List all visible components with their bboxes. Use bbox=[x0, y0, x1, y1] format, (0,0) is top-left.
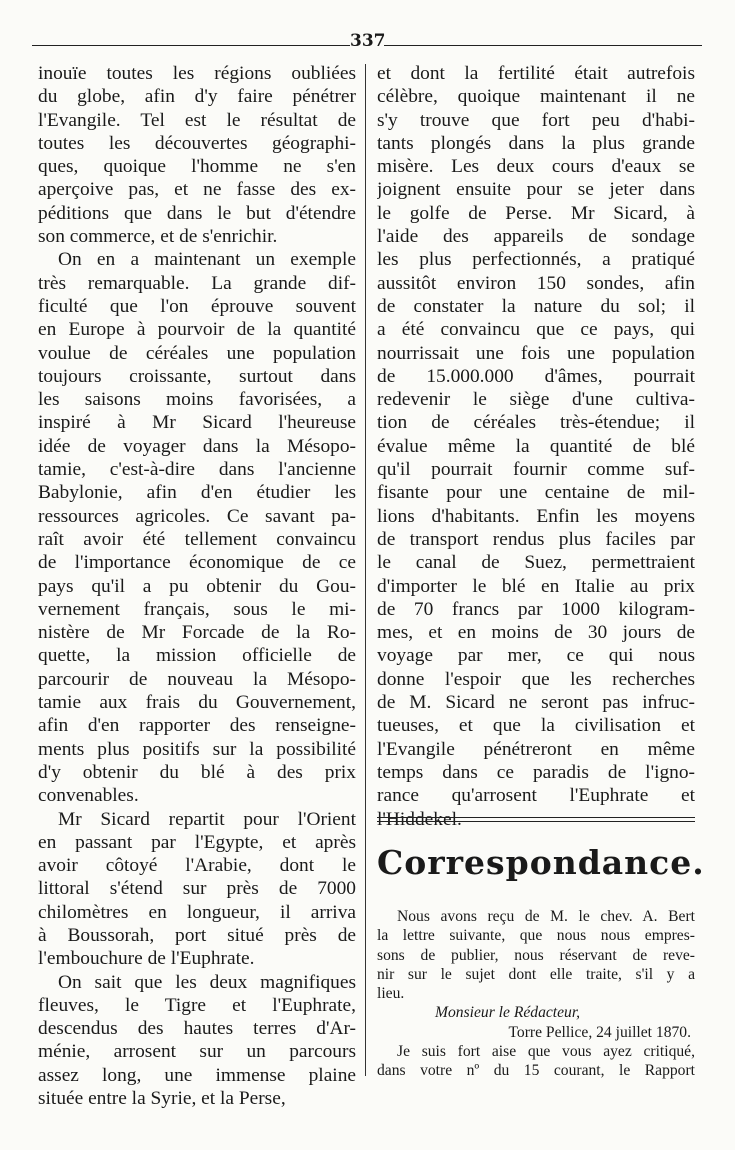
letter-line: lieu. bbox=[377, 985, 405, 1003]
text-line: d'y obtenir du blé à des prix bbox=[38, 761, 356, 783]
text-line: fleuves, le Tigre et l'Euphrate, bbox=[38, 994, 356, 1016]
text-line: très remarquable. La grande dif- bbox=[38, 272, 356, 294]
text-line: péditions que dans le but d'étendre bbox=[38, 202, 356, 224]
text-line: voyage par mer, ce qui nous bbox=[377, 645, 695, 667]
letter-salutation: Monsieur le Rédacteur, bbox=[435, 1004, 581, 1022]
text-line: et dont la fertilité était autrefois bbox=[377, 63, 695, 84]
text-line: tamie, c'est-à-dire dans l'ancienne bbox=[38, 459, 356, 481]
text-line: raît avoir été tellement convaincu bbox=[38, 528, 356, 550]
text-line: en Europe à pourvoir de la quantité bbox=[38, 319, 356, 341]
page-number: 337 bbox=[350, 31, 386, 51]
header-rule-right bbox=[384, 45, 702, 46]
letter-intro bbox=[377, 907, 695, 1003]
text-line: descendus des hautes terres d'Ar- bbox=[38, 1018, 356, 1040]
text-line: aperçoive pas, et ne fasse des ex- bbox=[38, 179, 356, 201]
text-line: ficulté que l'on éprouve souvent bbox=[38, 295, 356, 317]
text-line: ressources agricoles. Ce savant pa- bbox=[38, 505, 356, 527]
text-line: qu'il pourrait fournir comme suf- bbox=[377, 459, 695, 481]
text-line: de 15.000.000 d'âmes, pourrait bbox=[377, 365, 695, 387]
text-line: toutes les découvertes géographi- bbox=[38, 132, 356, 154]
text-line: temps dans ce paradis de l'igno- bbox=[377, 761, 695, 783]
text-line: toujours croissante, surtout dans bbox=[38, 365, 356, 387]
text-line: convenables. bbox=[38, 785, 139, 807]
text-line: de M. Sicard ne seront pas infruc- bbox=[377, 692, 695, 714]
text-line: Babylonie, afin d'en étudier les bbox=[38, 482, 356, 504]
text-line: aussitôt environ 150 sondes, afin bbox=[377, 272, 695, 294]
text-line: fisante pour une centaine de mil- bbox=[377, 482, 695, 504]
text-line: située entre la Syrie, et la Perse, bbox=[38, 1088, 286, 1110]
column-divider bbox=[365, 64, 366, 1076]
letter-line: Nous avons reçu de M. le chev. A. Bert bbox=[397, 908, 695, 925]
letter-line: dans votre nº du 15 courant, le Rapport bbox=[377, 1062, 695, 1080]
text-line: pays qu'il a pu obtenir du Gou- bbox=[38, 575, 356, 597]
text-line: de constater la nature du sol; il bbox=[377, 295, 695, 317]
text-line: tamie aux frais du Gouvernement, bbox=[38, 692, 356, 714]
text-line: redevenir le siège d'une cultiva- bbox=[377, 389, 695, 411]
text-line: évalue même la quantité de blé bbox=[377, 435, 695, 457]
text-line: l'Evangile. Tel est le résultat de bbox=[38, 109, 356, 131]
text-line: le golfe de Perse. Mr Sicard, à bbox=[377, 202, 695, 224]
text-line: afin d'en rapporter des renseigne- bbox=[38, 715, 356, 737]
text-line: d'importer le blé en Italie au prix bbox=[377, 575, 695, 597]
text-line: l'embouchure de l'Euphrate. bbox=[38, 948, 255, 970]
text-line: littoral s'étend sur près de 7000 bbox=[38, 878, 356, 900]
text-line: quette, la mission officielle de bbox=[38, 645, 356, 667]
text-line: inouïe toutes les régions oubliées bbox=[38, 63, 356, 84]
letter-line: nir sur le sujet dont elle traite, s'il y a bbox=[377, 965, 695, 983]
text-line: ques, quoique l'homme ne s'en bbox=[38, 156, 356, 178]
page-header bbox=[32, 28, 702, 56]
text-line: inspiré à Mr Sicard l'heureuse bbox=[38, 412, 356, 434]
text-line: de l'importance économique de ce bbox=[38, 552, 356, 574]
text-line: idée de voyager dans la Mésopo- bbox=[38, 435, 356, 457]
letter-body bbox=[377, 1042, 695, 1081]
text-line: les saisons moins favorisées, a bbox=[38, 389, 356, 411]
text-line: On sait que les deux magnifiques bbox=[58, 971, 356, 993]
text-line: tion de céréales très-étendue; il bbox=[377, 412, 695, 434]
letter-line: la lettre suivante, que nous nous empres- bbox=[377, 927, 695, 945]
right-column bbox=[377, 62, 695, 831]
left-column bbox=[38, 62, 356, 1110]
letter-dateline: Torre Pellice, 24 juillet 1870. bbox=[508, 1023, 691, 1041]
text-line: de transport rendus plus faciles par bbox=[377, 528, 695, 550]
letter-line: sons de publier, nous réservant de reve- bbox=[377, 946, 695, 964]
text-line: nistère de Mr Forcade de la Ro- bbox=[38, 622, 356, 644]
text-line: vernement français, sous le mi- bbox=[38, 598, 356, 620]
text-line: a été convaincu que ce pays, qui bbox=[377, 319, 695, 341]
text-line: avoir côtoyé l'Arabie, dont le bbox=[38, 855, 356, 877]
text-line: nourrissait une fois une population bbox=[377, 342, 695, 364]
text-line: voulue de céréales une population bbox=[38, 342, 356, 364]
text-line: lions d'habitants. Enfin les moyens bbox=[377, 505, 695, 527]
text-line: du globe, afin d'y faire pénétrer bbox=[38, 86, 356, 108]
text-line: l'Evangile pénétreront en même bbox=[377, 738, 695, 760]
text-line: assez long, une immense plaine bbox=[38, 1064, 356, 1086]
text-line: célèbre, quoique maintenant il ne bbox=[377, 86, 695, 108]
text-line: On en a maintenant un exemple bbox=[58, 249, 356, 271]
text-line: ménie, arrosent sur un parcours bbox=[38, 1041, 356, 1063]
section-heading: Correspondance. bbox=[377, 843, 705, 882]
text-line: l'Hiddekel. bbox=[377, 808, 462, 830]
header-rule-left bbox=[32, 45, 350, 46]
text-line: misère. Les deux cours d'eaux se bbox=[377, 156, 695, 178]
text-line: donne l'espoir que les recherches bbox=[377, 668, 695, 690]
text-line: parcourir de nouveau la Mésopo- bbox=[38, 668, 356, 690]
text-line: de 70 francs par 1000 kilogram- bbox=[377, 598, 695, 620]
text-line: mes, et en moins de 30 jours de bbox=[377, 622, 695, 644]
text-line: en passant par l'Egypte, et après bbox=[38, 831, 356, 853]
text-line: s'y trouve que fort peu d'habi- bbox=[377, 109, 695, 131]
text-line: joignent ensuite pour se jeter dans bbox=[377, 179, 695, 201]
text-line: chilomètres en longueur, il arriva bbox=[38, 901, 356, 923]
text-line: tants plongés dans la plus grande bbox=[377, 132, 695, 154]
text-line: Mr Sicard repartit pour l'Orient bbox=[58, 808, 356, 830]
text-line: l'aide des appareils de sondage bbox=[377, 226, 695, 248]
text-line: à Boussorah, port situé près de bbox=[38, 924, 356, 946]
text-line: le canal de Suez, permettraient bbox=[377, 552, 695, 574]
letter-line: Je suis fort aise que vous ayez critiqué, bbox=[397, 1043, 695, 1061]
section-separator bbox=[377, 817, 695, 825]
text-line: les plus perfectionnés, a pratiqué bbox=[377, 249, 695, 271]
text-line: rance qu'arrosent l'Euphrate et bbox=[377, 785, 695, 807]
letter bbox=[377, 907, 695, 1081]
text-line: son commerce, et de s'enrichir. bbox=[38, 226, 278, 248]
text-line: ments plus positifs sur la possibilité bbox=[38, 738, 356, 760]
text-line: tueuses, et que la civilisation et bbox=[377, 715, 695, 737]
